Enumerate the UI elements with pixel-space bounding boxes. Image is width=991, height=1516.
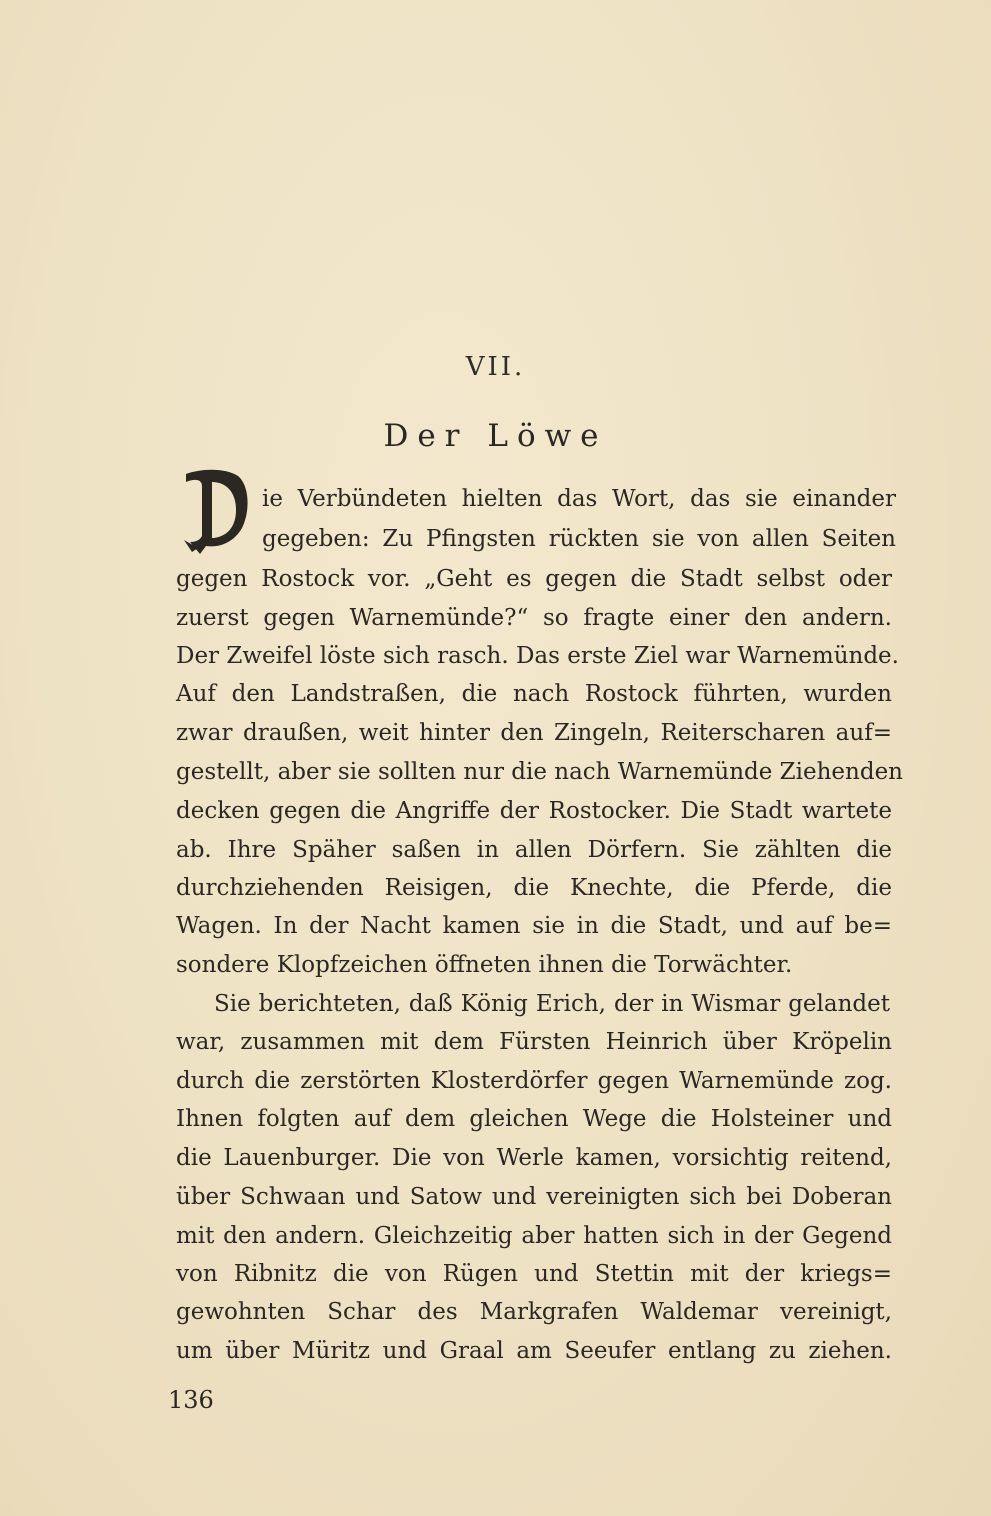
text-line: ab. Ihre Späher saßen in allen Dörfern. Sie zählten die: [176, 837, 892, 863]
drop-cap-initial: [182, 468, 252, 554]
text-line: ie Verbündeten hielten das Wort, das sie einander: [262, 486, 896, 512]
text-line: decken gegen die Angriffe der Rostocker. Die Stadt wartete: [176, 798, 892, 824]
text-line: um über Müritz und Graal am Seeufer entlang zu ziehen.: [176, 1338, 892, 1364]
text-line: gegeben: Zu Pfingsten rückten sie von allen Seiten: [262, 526, 896, 552]
chapter-title: Der Löwe: [383, 418, 608, 454]
text-line: zuerst gegen Warnemünde?“ so fragte einer den andern.: [176, 605, 892, 631]
text-line: über Schwaan und Satow und vereinigten sich bei Doberan: [176, 1184, 892, 1210]
page-number: 136: [168, 1386, 214, 1414]
chapter-number: VII.: [465, 352, 526, 382]
text-line: Wagen. In der Nacht kamen sie in die Stadt, und auf be=: [176, 913, 892, 939]
text-line: war, zusammen mit dem Fürsten Heinrich über Kröpelin: [176, 1029, 892, 1055]
text-line: Auf den Landstraßen, die nach Rostock führten, wurden: [176, 681, 892, 707]
text-line: durchziehenden Reisigen, die Knechte, die Pferde, die: [176, 875, 892, 901]
text-line: gegen Rostock vor. „Geht es gegen die Stadt selbst oder: [176, 566, 892, 592]
text-line: gestellt, aber sie sollten nur die nach Warnemünde Ziehenden: [176, 759, 903, 785]
text-line: Sie berichteten, daß König Erich, der in Wismar gelandet: [214, 991, 890, 1017]
text-line: zwar draußen, weit hinter den Zingeln, Reiterscharen auf=: [176, 720, 892, 746]
text-line: mit den andern. Gleichzeitig aber hatten sich in der Gegend: [176, 1223, 892, 1249]
text-line: Ihnen folgten auf dem gleichen Wege die Holsteiner und: [176, 1106, 892, 1132]
text-line: sondere Klopfzeichen öffneten ihnen die Torwächter.: [176, 952, 793, 978]
text-line: gewohnten Schar des Markgrafen Waldemar vereinigt,: [176, 1299, 892, 1325]
text-line: die Lauenburger. Die von Werle kamen, vorsichtig reitend,: [176, 1145, 892, 1171]
text-line: von Ribnitz die von Rügen und Stettin mit der kriegs=: [176, 1261, 892, 1287]
text-line: Der Zweifel löste sich rasch. Das erste Ziel war Warnemünde.: [176, 643, 899, 669]
text-line: durch die zerstörten Klosterdörfer gegen Warnemünde zog.: [176, 1068, 892, 1094]
